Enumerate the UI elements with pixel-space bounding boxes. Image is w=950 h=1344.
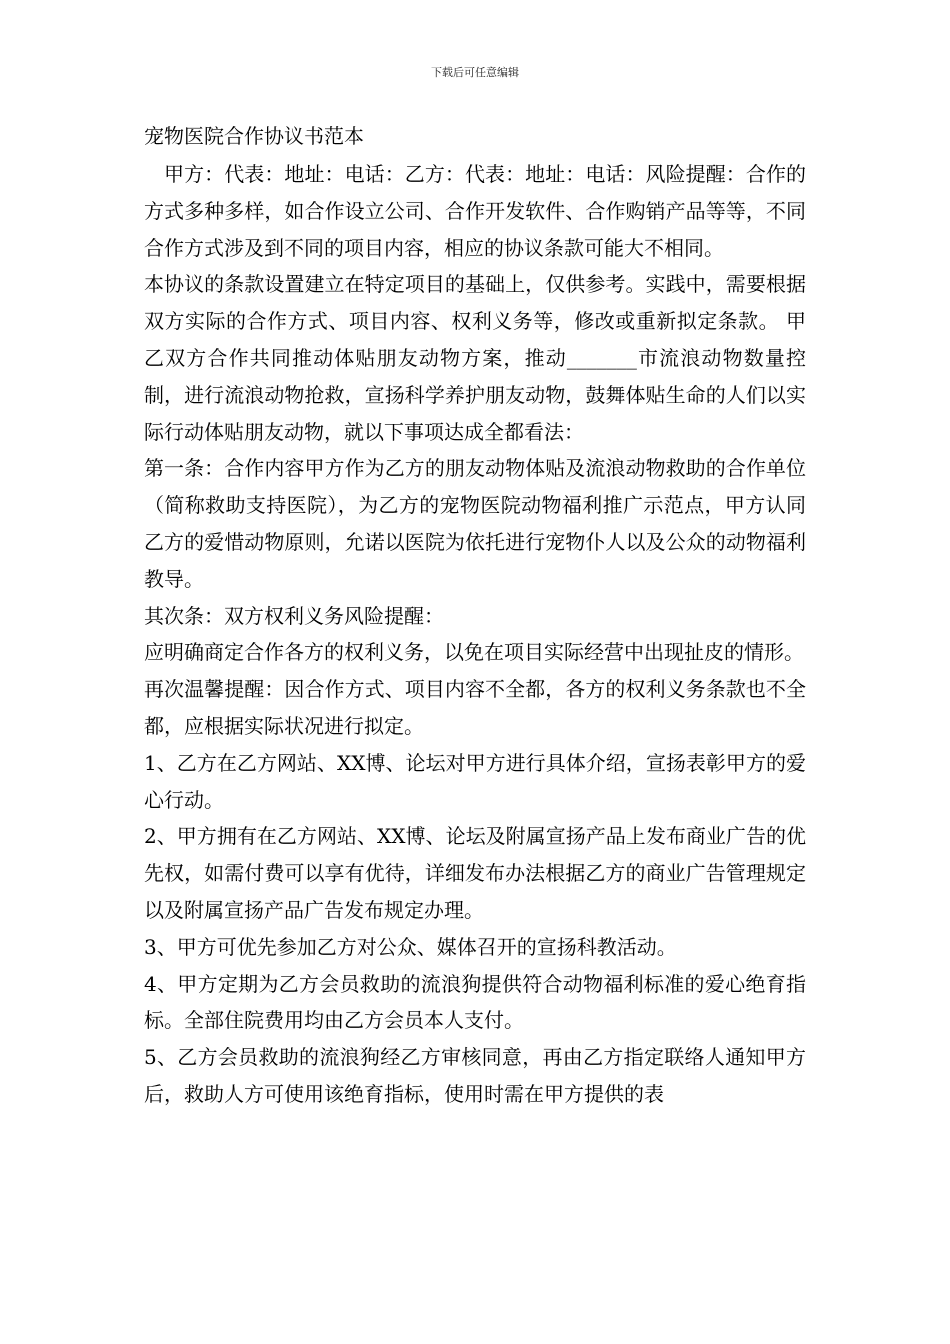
paragraph-reminder: 再次温馨提醒：因合作方式、项目内容不全都，各方的权利义务条款也不全都，应根据实际状况进行拟定。 [144, 677, 806, 738]
paragraph-risk-note: 应明确商定合作各方的权利义务，以免在项目实际经营中出现扯皮的情形。 [144, 640, 804, 665]
list-item-4: 4、甲方定期为乙方会员救助的流浪狗提供符合动物福利标准的爱心绝育指标。全部住院费用均由乙方会员本人支付。 [144, 971, 806, 1033]
list-item-3: 3、甲方可优先参加乙方对公众、媒体召开的宣扬科教活动。 [144, 934, 677, 959]
header-note: 下载后可任意编辑 [431, 66, 519, 79]
list-item-5: 5、乙方会员救助的流浪狗经乙方审核同意，再由乙方指定联络人通知甲方后，救助人方可使用该绝育指标，使用时需在甲方提供的表 [144, 1045, 806, 1106]
list-item-1: 1、乙方在乙方网站、XX博、论坛对甲方进行具体介绍，宣扬表彰甲方的爱心行动。 [144, 750, 806, 812]
paragraph-intro: 本协议的条款设置建立在特定项目的基础上，仅供参考。实践中，需要根据双方实际的合作方式、项目内容、权利义务等，修改或重新拟定条款。 甲乙双方合作共同推动体贴朋友动物方案，推动_______市流浪动物数量控制，进行流浪动物抢救，宣扬科学养护朋友动物，鼓舞体贴生命的人们以实际行动体贴朋友动物，就以下事项达成全都看法： [144, 272, 806, 444]
paragraph-parties: 甲方：代表：地址：电话：乙方：代表：地址：电话：风险提醒：合作的方式多种多样，如合作设立公司、合作开发软件、合作购销产品等等，不同合作方式涉及到不同的项目内容，相应的协议条款可能大不相同。 [144, 162, 806, 260]
paragraph-article-1: 第一条：合作内容甲方作为乙方的朋友动物体贴及流浪动物救助的合作单位（简称救助支持医院），为乙方的宠物医院动物福利推广示范点，甲方认同乙方的爱惜动物原则，允诺以医院为依托进行宠物仆人以及公众的动物福利教导。 [144, 456, 806, 591]
list-item-2: 2、甲方拥有在乙方网站、XX博、论坛及附属宣扬产品上发布商业广告的优先权，如需付费可以享有优待，详细发布办法根据乙方的商业广告管理规定以及附属宣扬产品广告发布规定办理。 [144, 824, 806, 922]
document-body [144, 120, 806, 1113]
paragraph-article-2-heading: 其次条：双方权利义务风险提醒： [144, 603, 444, 628]
document-title: 宠物医院合作协议书范本 [144, 124, 364, 148]
